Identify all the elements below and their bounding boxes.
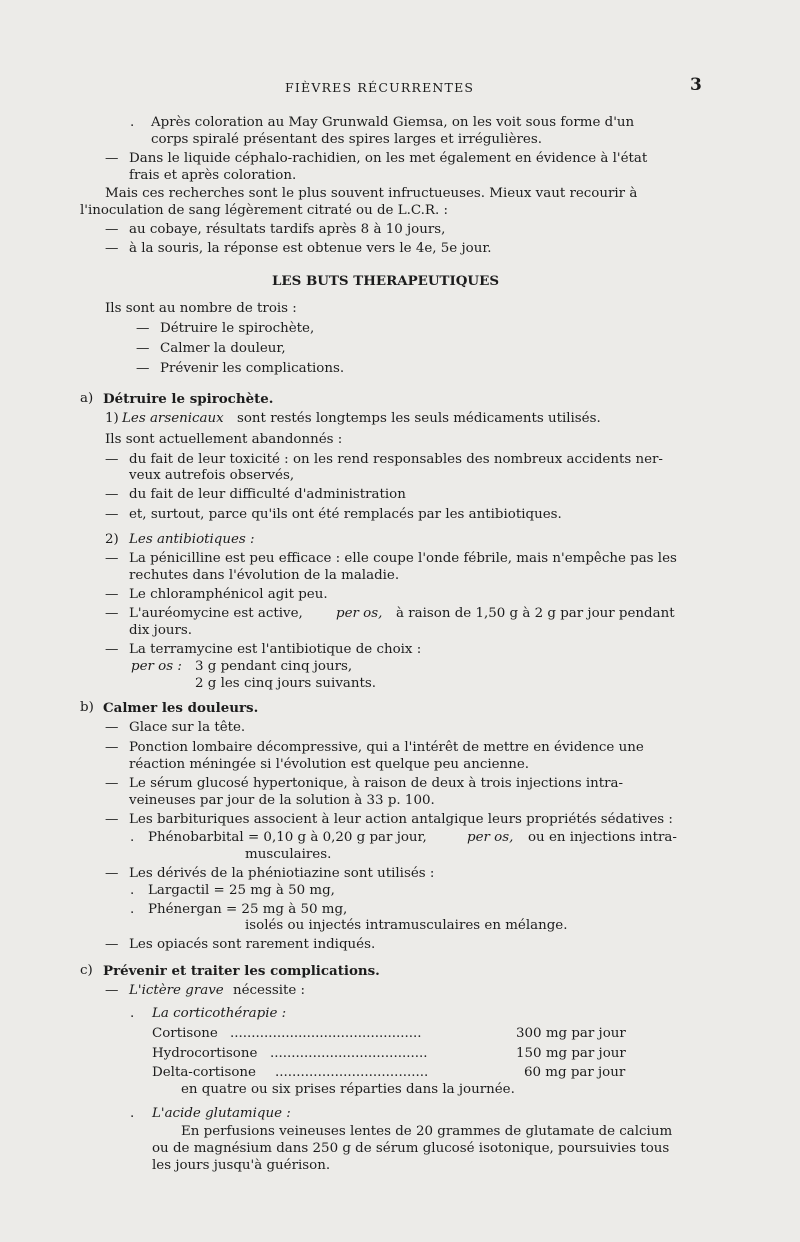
dot-leader: ..................................... xyxy=(270,1046,428,1061)
text-line: Le chloramphénicol agit peu. xyxy=(129,587,328,602)
bullet: . xyxy=(130,1106,135,1121)
text-line: ou de magnésium dans 250 g de sérum glucosé isotonique, poursuivies tous xyxy=(152,1141,670,1156)
text-line: Le sérum glucosé hypertonique, à raison de deux à trois injections intra- xyxy=(129,776,624,791)
text-line: sont restés longtemps les seuls médicaments utilisés. xyxy=(237,411,601,426)
bullet: . xyxy=(130,902,135,917)
text-line: réaction méningée si l'évolution est quelque peu ancienne. xyxy=(129,757,530,772)
dash: — xyxy=(105,776,119,791)
text-line: les jours jusqu'à guérison. xyxy=(152,1158,331,1173)
dash: — xyxy=(105,241,119,256)
section-letter: a) xyxy=(80,391,94,406)
text-line: per os, xyxy=(336,606,383,621)
text-line: 2 g les cinq jours suivants. xyxy=(195,676,377,691)
text-line: Calmer la douleur, xyxy=(160,341,286,356)
dash: — xyxy=(105,507,119,522)
text-line: Ils sont au nombre de trois : xyxy=(105,301,297,316)
bullet: . xyxy=(130,883,135,898)
subsection-title: Calmer les douleurs. xyxy=(103,700,259,716)
dash: — xyxy=(105,487,119,502)
bullet: . xyxy=(130,115,135,130)
dose-label: Delta-cortisone xyxy=(152,1065,256,1080)
dot-leader: ............................................. xyxy=(230,1026,422,1041)
text-line: La corticothérapie : xyxy=(152,1006,287,1021)
text-line: isolés ou injectés intramusculaires en mélange. xyxy=(245,918,568,933)
dose-value: 150 mg par jour xyxy=(516,1046,626,1061)
dash: — xyxy=(136,321,150,336)
dash: — xyxy=(105,937,119,952)
text-line: Ils sont actuellement abandonnés : xyxy=(105,432,343,447)
dose-value: 300 mg par jour xyxy=(516,1026,626,1041)
text-line: l'inoculation de sang légèrement citraté ou de L.C.R. : xyxy=(80,203,448,218)
text-line: L'ictère grave xyxy=(129,983,224,998)
text-line: musculaires. xyxy=(245,847,332,862)
dose-label: Cortisone xyxy=(152,1026,218,1041)
dash: — xyxy=(105,720,119,735)
dash: — xyxy=(136,341,150,356)
dash: — xyxy=(105,642,119,657)
text-line: Largactil = 25 mg à 50 mg, xyxy=(148,883,335,898)
section-letter: c) xyxy=(80,963,93,978)
text-line: La pénicilline est peu efficace : elle coupe l'onde fébrile, mais n'empêche pas les xyxy=(129,551,677,566)
section-heading: LES BUTS THERAPEUTIQUES xyxy=(272,273,499,289)
text-line: au cobaye, résultats tardifs après 8 à 10 jours, xyxy=(129,222,446,237)
text-line: per os, xyxy=(467,830,514,845)
item-number: 2) xyxy=(105,532,119,547)
dose-label: Hydrocortisone xyxy=(152,1046,258,1061)
item-number: 1) xyxy=(105,411,119,426)
text-line: frais et après coloration. xyxy=(129,168,297,183)
text-line: à la souris, la réponse est obtenue vers le 4e, 5e jour. xyxy=(129,241,492,256)
text-line: Mais ces recherches sont le plus souvent infructueuses. Mieux vaut recourir à xyxy=(105,186,638,201)
text-line: Après coloration au May Grunwald Giemsa, on les voit sous forme d'un xyxy=(151,115,635,130)
running-title: FIÈVRES RÉCURRENTES xyxy=(285,80,475,95)
text-line: et, surtout, parce qu'ils ont été remplacés par les antibiotiques. xyxy=(129,507,562,522)
dash: — xyxy=(105,740,119,755)
dash: — xyxy=(105,587,119,602)
text-line: Phénobarbital = 0,10 g à 0,20 g par jour, xyxy=(148,830,427,845)
bullet: . xyxy=(130,1006,135,1021)
text-line: veineuses par jour de la solution à 33 p. 100. xyxy=(129,793,435,808)
item-title: Les antibiotiques : xyxy=(129,532,255,547)
text-line: nécessite : xyxy=(233,983,306,998)
subsection-title: Détruire le spirochète. xyxy=(103,391,274,407)
text-line: rechutes dans l'évolution de la maladie. xyxy=(129,568,400,583)
text-line: Glace sur la tête. xyxy=(129,720,246,735)
subsection-title: Prévenir et traiter les complications. xyxy=(103,963,380,979)
dash: — xyxy=(105,551,119,566)
text-line: L'auréomycine est active, xyxy=(129,606,303,621)
dash: — xyxy=(105,812,119,827)
dash: — xyxy=(105,866,119,881)
text-line: Les dérivés de la phéniotiazine sont utilisés : xyxy=(129,866,435,881)
item-title: Les arsenicaux xyxy=(122,411,224,426)
dash: — xyxy=(136,361,150,376)
text-line: En perfusions veineuses lentes de 20 grammes de glutamate de calcium xyxy=(181,1124,673,1139)
section-letter: b) xyxy=(80,700,94,715)
text-line: ou en injections intra- xyxy=(528,830,677,845)
text-line: du fait de leur toxicité : on les rend responsables des nombreux accidents ner- xyxy=(129,452,663,467)
text-line: Ponction lombaire décompressive, qui a l'intérêt de mettre en évidence une xyxy=(129,740,644,755)
dash: — xyxy=(105,452,119,467)
text-line: Les barbituriques associent à leur action antalgique leurs propriétés sédatives : xyxy=(129,812,673,827)
text-line: Les opiacés sont rarement indiqués. xyxy=(129,937,376,952)
text-line: La terramycine est l'antibiotique de choix : xyxy=(129,642,422,657)
text-line: Dans le liquide céphalo-rachidien, on les met également en évidence à l'état xyxy=(129,151,648,166)
text-line: L'acide glutamique : xyxy=(152,1106,291,1121)
dash: — xyxy=(105,983,119,998)
text-line: Détruire le spirochète, xyxy=(160,321,315,336)
dash: — xyxy=(105,151,119,166)
bullet: . xyxy=(130,830,135,845)
text-line: du fait de leur difficulté d'administration xyxy=(129,487,406,502)
text-line: per os : xyxy=(131,659,182,674)
text-line: en quatre ou six prises réparties dans la journée. xyxy=(181,1082,515,1097)
text-line: corps spiralé présentant des spires larges et irrégulières. xyxy=(151,132,542,147)
dash: — xyxy=(105,606,119,621)
dot-leader: .................................... xyxy=(275,1065,429,1080)
text-line: Prévenir les complications. xyxy=(160,361,345,376)
text-line: Phénergan = 25 mg à 50 mg, xyxy=(148,902,348,917)
text-line: veux autrefois observés, xyxy=(129,468,295,483)
page-number: 3 xyxy=(690,75,702,95)
dash: — xyxy=(105,222,119,237)
dose-value: 60 mg par jour xyxy=(524,1065,626,1080)
text-line: dix jours. xyxy=(129,623,193,638)
text-line: à raison de 1,50 g à 2 g par jour pendant xyxy=(396,606,675,621)
text-line: 3 g pendant cinq jours, xyxy=(195,659,353,674)
